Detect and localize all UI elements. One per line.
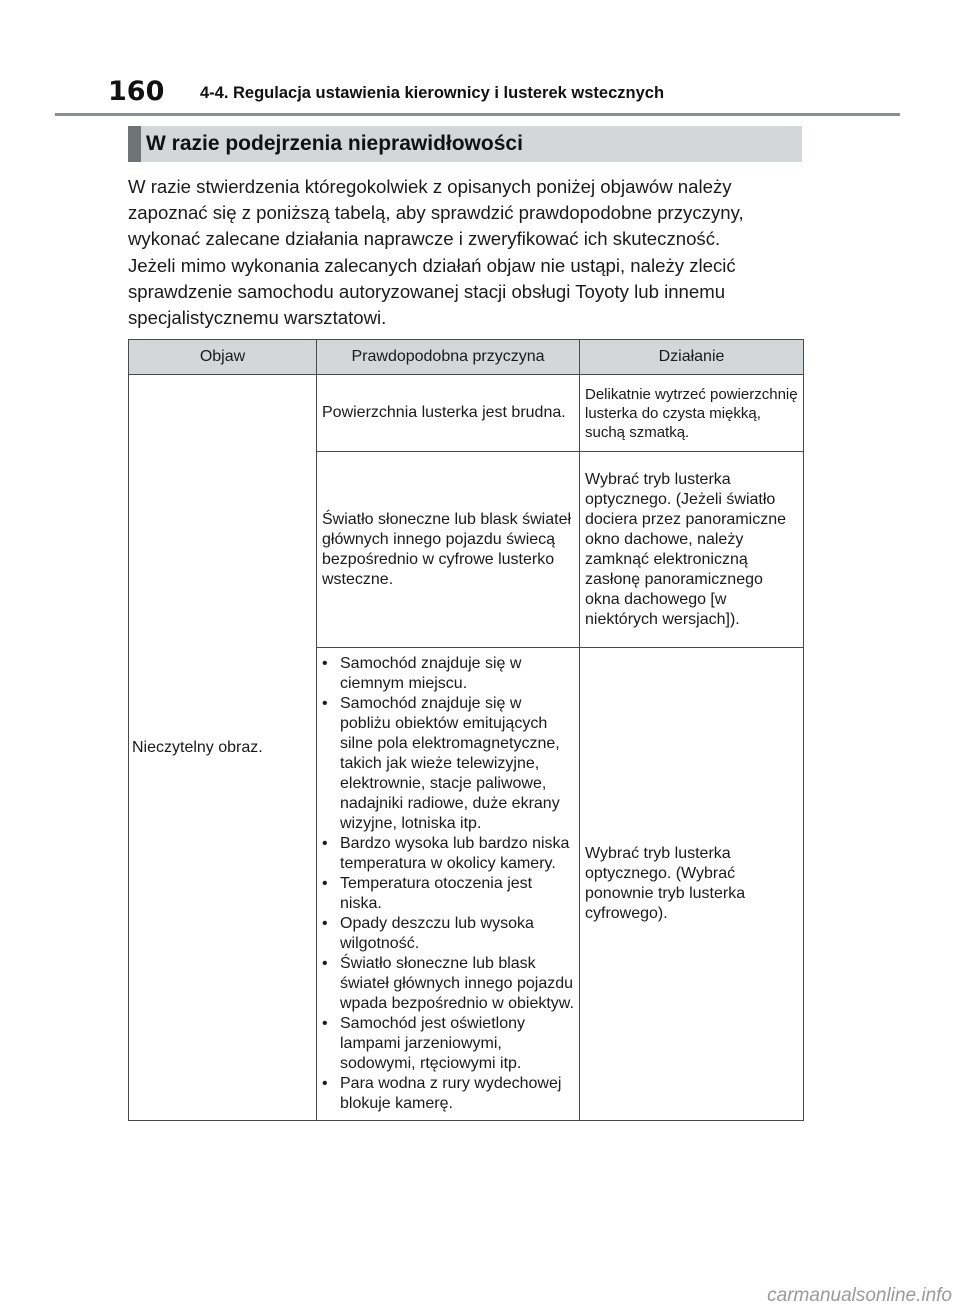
action-cell: Delikatnie wytrzeć powierzchnię lusterka do czysta miękką, suchą szmatką.: [580, 375, 804, 452]
table-row: [129, 375, 804, 452]
intro-paragraph-1: W razie stwierdzenia któregokolwiek z opisanych poniżej objawów należy zapoznać się z poniższą tabelą, aby sprawdzić prawdopodobne przyczyny, wykonać zalecane działania naprawcze i zweryfikować ich skuteczność.: [128, 176, 744, 249]
bullet: •: [322, 655, 328, 672]
bullet: •: [322, 1015, 328, 1032]
list-item: • Samochód jest oświetlony lampami jarzeniowymi, sodowymi, rtęciowymi itp.: [322, 1015, 525, 1072]
bullet: •: [322, 695, 328, 712]
header-divider: [55, 113, 900, 116]
list-item: • Bardzo wysoka lub bardzo niska temperatura w okolicy kamery.: [322, 835, 570, 872]
cause-list: [322, 654, 574, 1114]
header-action: Działanie: [580, 340, 804, 375]
watermark-logo: carmanualsonline.info: [767, 1285, 952, 1306]
header-symptom: Objaw: [129, 340, 317, 375]
bullet: •: [322, 875, 328, 892]
list-item: • Światło słoneczne lub blask świateł głównych innego pojazdu wpada bezpośrednio w obiektyw.: [322, 955, 574, 1012]
section-banner: [128, 126, 802, 162]
cause-cell: Powierzchnia lusterka jest brudna.: [317, 375, 580, 452]
page-number: 160: [108, 76, 165, 107]
list-item: • Temperatura otoczenia jest niska.: [322, 875, 533, 912]
cause-cell: Światło słoneczne lub blask świateł głównych innego pojazdu świecą bezpośrednio w cyfrowe lusterko wsteczne.: [317, 452, 580, 648]
action-cell: Wybrać tryb lusterka optycznego. (Jeżeli światło dociera przez panoramiczne okno dachowe, należy zamknąć elektroniczną zasłonę panoramicznego okna dachowego [w niektórych wersjach]).: [580, 452, 804, 648]
list-item: • Samochód znajduje się w pobliżu obiektów emitujących silne pola elektromagnetyczne, takich jak wieże telewizyjne, elektrownie, stacje paliwowe, nadajniki radiowe, duże ekrany wizyjne, lotniska itp.: [322, 695, 560, 832]
bullet: •: [322, 1075, 328, 1092]
cause-list-cell: [317, 648, 580, 1121]
header-cause: Prawdopodobna przyczyna: [317, 340, 580, 375]
action-cell: Wybrać tryb lusterka optycznego. (Wybrać ponownie tryb lusterka cyfrowego).: [580, 648, 804, 1121]
bullet: •: [322, 955, 328, 972]
intro-paragraph-2: Jeżeli mimo wykonania zalecanych działań objaw nie ustąpi, należy zlecić sprawdzenie samochodu autoryzowanej stacji obsługi Toyoty lub innemu specjalistycznemu warsztatowi.: [128, 255, 736, 328]
bullet: •: [322, 915, 328, 932]
list-item: • Samochód znajduje się w ciemnym miejscu.: [322, 655, 522, 692]
symptom-cell: Nieczytelny obraz.: [129, 375, 317, 1121]
list-item: • Opady deszczu lub wysoka wilgotność.: [322, 915, 534, 952]
section-title: W razie podejrzenia nieprawidłowości: [146, 132, 523, 155]
troubleshooting-table: [128, 339, 804, 1121]
list-item: • Para wodna z rury wydechowej blokuje kamerę.: [322, 1075, 562, 1112]
chapter-title: 4-4. Regulacja ustawienia kierownicy i lusterek wstecznych: [200, 84, 665, 102]
bullet: •: [322, 835, 328, 852]
table-header-row: [129, 340, 804, 375]
